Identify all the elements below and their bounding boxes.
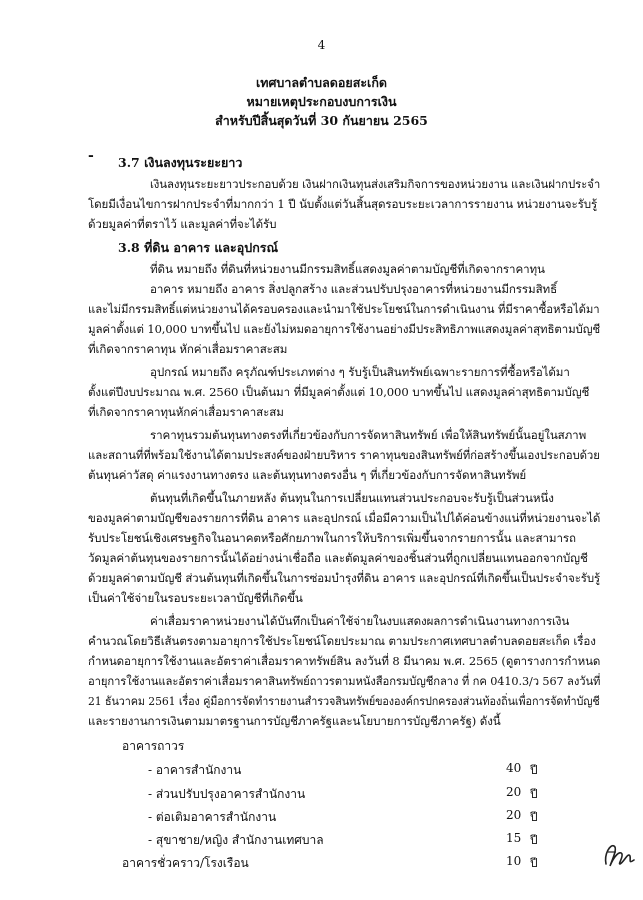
section-3-8-line: และสถานที่ที่พร้อมใช้งานได้ตามประสงค์ของฝ่ายบริหาร ราคาทุนของสินทรัพย์ที่ก่อสร้างขึ้นเองประกอบด้วย bbox=[88, 448, 600, 462]
section-3-8-line: 21 ธันวาคม 2561 เรื่อง คู่มือการจัดทำรายงานสำรวจสินทรัพย์ขององค์กรปกครองส่วนท้องถิ่นเพื่อการจัดทำบัญชี bbox=[88, 694, 600, 708]
section-3-8-line: ราคาทุนรวมต้นทุนทางตรงที่เกี่ยวข้องกับการจัดหาสินทรัพย์ เพื่อให้สินทรัพย์นั้นอยู่ในสภาพ bbox=[150, 428, 587, 442]
list-item-label: - อาคารสำนักงาน bbox=[148, 763, 242, 777]
bullet-mark: - bbox=[88, 148, 94, 164]
section-3-8-line: อุปกรณ์ หมายถึง ครุภัณฑ์ประเภทต่าง ๆ รับรู้เป็นสินทรัพย์เฉพาะรายการที่ซื้อหรือได้มา bbox=[150, 365, 570, 379]
buildings-heading: อาคารถาวร bbox=[122, 739, 185, 753]
section-3-8-line: ที่เกิดจากราคาทุนหักค่าเสื่อมราคาสะสม bbox=[88, 405, 284, 419]
temp-building-years: 10 bbox=[506, 854, 522, 868]
section-3-8-line: อายุการใช้งานและอัตราค่าเสื่อมราคาสินทรัพย์ถาวรตามหนังสือกรมบัญชีกลาง ที่ กค 0410.3/ว 567 ลงวันที่ bbox=[88, 674, 601, 688]
list-item-unit: ปี bbox=[530, 787, 538, 801]
section-3-8-line: และรายงานการเงินตามมาตรฐานการบัญชีภาครัฐและนโยบายการบัญชีภาครัฐ) ดังนี้ bbox=[88, 714, 501, 728]
section-3-7-line: ด้วยมูลค่าที่ตราไว้ และมูลค่าที่จะได้รับ bbox=[88, 217, 277, 231]
section-3-8-line: ด้วยมูลค่าตามบัญชี ส่วนต้นทุนที่เกิดขึ้นในการซ่อมบำรุงที่ดิน อาคาร และอุปกรณ์ที่เกิดขึ้นเป็นประจำจะรับรู้ bbox=[88, 571, 601, 585]
header-period: สำหรับปีสิ้นสุดวันที่ 30 กันยายน 2565 bbox=[215, 113, 428, 128]
header-org: เทศบาลตำบลดอยสะเก็ด bbox=[255, 75, 388, 90]
list-item-unit: ปี bbox=[530, 763, 538, 777]
section-3-8-line: อาคาร หมายถึง อาคาร สิ่งปลูกสร้าง และส่วนปรับปรุงอาคารที่หน่วยงานมีกรรมสิทธิ์ bbox=[150, 282, 558, 296]
section-3-8-line: รับประโยชน์เชิงเศรษฐกิจในอนาคตหรือศักยภาพในการให้บริการเพิ่มขึ้นจากรายการนั้น และสามารถ bbox=[88, 531, 576, 545]
section-3-8-line: เป็นค่าใช้จ่ายในรอบระยะเวลาบัญชีที่เกิดขึ้น bbox=[88, 591, 303, 605]
section-3-8-line: มูลค่าตั้งแต่ 10,000 บาทขึ้นไป และยังไม่หมดอายุการใช้งานอย่างมีประสิทธิภาพแสดงมูลค่าสุทธิตามบัญชี bbox=[88, 322, 601, 336]
list-item-years: 40 bbox=[506, 761, 522, 775]
list-item-unit: ปี bbox=[530, 810, 538, 824]
signature-initials bbox=[600, 838, 640, 872]
temp-building-unit: ปี bbox=[530, 856, 538, 870]
page-number: 4 bbox=[317, 38, 326, 52]
list-item-years: 20 bbox=[506, 785, 522, 799]
section-3-8-line: ต้นทุนที่เกิดขึ้นในภายหลัง ต้นทุนในการเปลี่ยนแทนส่วนประกอบจะรับรู้เป็นส่วนหนึ่ง bbox=[150, 491, 554, 505]
list-item-label: - ต่อเติมอาคารสำนักงาน bbox=[148, 810, 277, 824]
section-3-8-line: และไม่มีกรรมสิทธิ์แต่หน่วยงานได้ครอบครองและนำมาใช้ประโยชน์ในการดำเนินงาน ที่มีราคาซื้อหรือได้มา bbox=[88, 302, 600, 316]
section-3-8-line: ต้นทุนค่าวัสดุ ค่าแรงงานทางตรง และต้นทุนทางตรงอื่น ๆ ที่เกี่ยวข้องกับการจัดหาสินทรัพย์ bbox=[88, 468, 527, 482]
section-3-7-line: เงินลงทุนระยะยาวประกอบด้วย เงินฝากเงินทุนส่งเสริมกิจการของหน่วยงาน และเงินฝากประจำ bbox=[150, 177, 601, 191]
section-3-7-title: 3.7 เงินลงทุนระยะยาว bbox=[118, 155, 243, 170]
list-item-years: 20 bbox=[506, 808, 522, 822]
list-item-label: - ส่วนปรับปรุงอาคารสำนักงาน bbox=[148, 787, 306, 801]
section-3-8-line: กำหนดอายุการใช้งานและอัตราค่าเสื่อมราคาทรัพย์สิน ลงวันที่ 8 มีนาคม พ.ศ. 2565 (ดูตารางการกำหนด bbox=[88, 654, 601, 668]
section-3-8-line: ค่าเสื่อมราคาหน่วยงานได้บันทึกเป็นค่าใช้จ่ายในงบแสดงผลการดำเนินงานทางการเงิน bbox=[150, 614, 570, 628]
section-3-8-line: ตั้งแต่ปีงบประมาณ พ.ศ. 2560 เป็นต้นมา ที่มีมูลค่าตั้งแต่ 10,000 บาทขึ้นไป แสดงมูลค่าสุทธิตามบัญชี bbox=[88, 385, 590, 399]
list-item-label: - สุขาชาย/หญิง สำนักงานเทศบาล bbox=[148, 833, 324, 847]
section-3-8-title: 3.8 ที่ดิน อาคาร และอุปกรณ์ bbox=[118, 240, 279, 255]
section-3-8-line: ที่เกิดจากราคาทุน หักค่าเสื่อมราคาสะสม bbox=[88, 342, 288, 356]
section-3-7-line: โดยมีเงื่อนไขการฝากประจำที่มากกว่า 1 ปี นับตั้งแต่วันสิ้นสุดรอบระยะเวลาการรายงาน หน่วยงานจะรับรู้ bbox=[88, 197, 598, 211]
list-item-years: 15 bbox=[506, 831, 522, 845]
section-3-8-line: วัดมูลค่าต้นทุนของรายการนั้นได้อย่างน่าเชื่อถือ และตัดมูลค่าของชิ้นส่วนที่ถูกเปลี่ยนแทนออกจากบัญชี bbox=[88, 551, 588, 565]
list-item-unit: ปี bbox=[530, 833, 538, 847]
section-3-8-line: คำนวณโดยวิธีเส้นตรงตามอายุการใช้ประโยชน์โดยประมาณ ตามประกาศเทศบาลตำบลดอยสะเก็ด เรื่อง bbox=[88, 634, 596, 648]
section-3-8-line: ของมูลค่าตามบัญชีของรายการที่ดิน อาคาร และอุปกรณ์ เมื่อมีความเป็นไปได้ค่อนข้างแน่ที่หน่วยงานจะได้ bbox=[88, 511, 601, 525]
temp-building-label: อาคารชั่วคราว/โรงเรือน bbox=[122, 856, 249, 870]
section-3-8-line: ที่ดิน หมายถึง ที่ดินที่หน่วยงานมีกรรมสิทธิ์แสดงมูลค่าตามบัญชีที่เกิดจากราคาทุน bbox=[150, 262, 545, 276]
header-title: หมายเหตุประกอบงบการเงิน bbox=[246, 94, 397, 109]
